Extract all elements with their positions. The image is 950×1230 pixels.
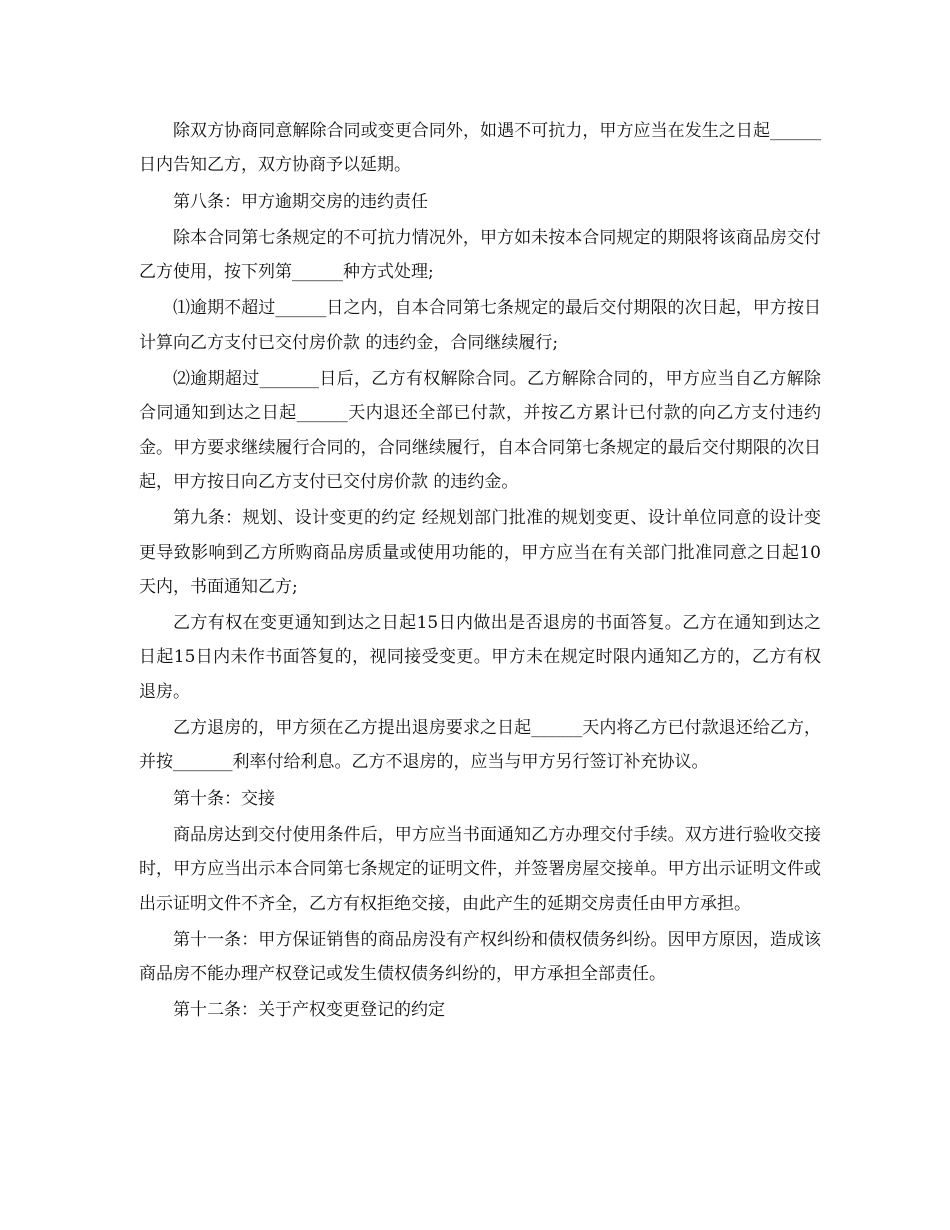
paragraph-article-8-intro: 除本合同第七条规定的不可抗力情况外，甲方如未按本合同规定的期限将该商品房交付乙方使用，按下列第______种方式处理; — [139, 227, 821, 283]
paragraph-article-9-refund: 乙方退房的，甲方须在乙方提出退房要求之日起______天内将乙方已付款退还给乙方，并按_______利率付给利息。乙方不退房的，应当与甲方另行签订补充协议。 — [139, 718, 821, 773]
paragraph-article-11: 第十一条：甲方保证销售的商品房没有产权纠纷和债权债务纠纷。因甲方原因，造成该商品房不能办理产权登记或发生债权债务纠纷的，甲方承担全部责任。 — [139, 929, 821, 985]
heading-article-10: 第十条：交接 — [173, 788, 275, 809]
heading-article-12: 第十二条：关于产权变更登记的约定 — [173, 1000, 445, 1021]
heading-article-8: 第八条：甲方逾期交房的违约责任 — [173, 191, 428, 212]
paragraph-article-9-reply: 乙方有权在变更通知到达之日起15日内做出是否退房的书面答复。乙方在通知到达之日起15日内未作书面答复的，视同接受变更。甲方未在规定时限内通知乙方的，乙方有权退房。 — [139, 613, 821, 702]
document-page — [139, 114, 821, 1030]
paragraph-article-8-item-1: ⑴逾期不超过______日之内，自本合同第七条规定的最后交付期限的次日起，甲方按日计算向乙方支付已交付房价款 的违约金，合同继续履行; — [139, 298, 821, 353]
paragraph-article-9: 第九条：规划、设计变更的约定 经规划部门批准的规划变更、设计单位同意的设计变更导致影响到乙方所购商品房质量或使用功能的，甲方应当在有关部门批准同意之日起10天内，书面通知乙方; — [139, 508, 821, 597]
paragraph-article-10: 商品房达到交付使用条件后，甲方应当书面通知乙方办理交付手续。双方进行验收交接时，甲方应当出示本合同第七条规定的证明文件，并签署房屋交接单。甲方出示证明文件或出示证明文件不齐全，乙方有权拒绝交接，由此产生的延期交房责任由甲方承担。 — [139, 824, 821, 914]
paragraph-article-8-item-2: ⑵逾期超过_______日后，乙方有权解除合同。乙方解除合同的，甲方应当自乙方解除合同通知到达之日起______天内退还全部已付款，并按乙方累计已付款的向乙方支付违约金。甲方要求继续履行合同的，合同继续履行，自本合同第七条规定的最后交付期限的次日起，甲方按日向乙方支付已交付房价款 的违约金。 — [139, 369, 821, 492]
paragraph-force-majeure-notice: 除双方协商同意解除合同或变更合同外，如遇不可抗力，甲方应当在发生之日起______日内告知乙方，双方协商予以延期。 — [139, 121, 821, 176]
